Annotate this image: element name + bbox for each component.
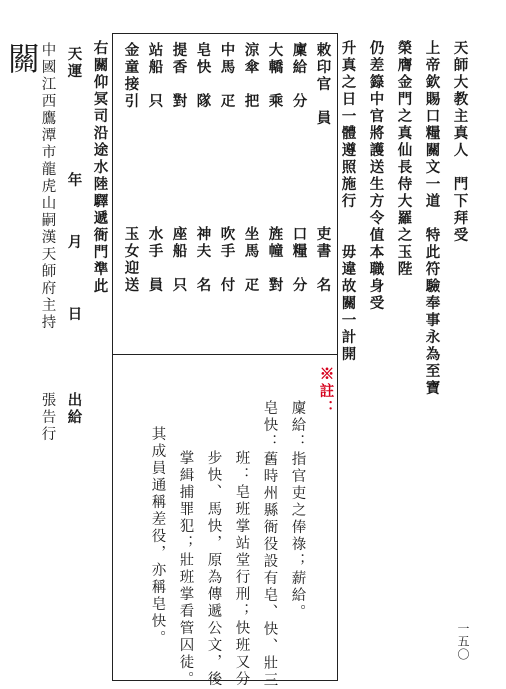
list-item: 中馬 疋 [218, 42, 236, 110]
header-line-5: 升真之日一體遵照施行 毋違故關一計開 [339, 40, 357, 363]
list-item: 口糧 分 [290, 226, 308, 294]
note-line: 皂快：舊時州縣衙役設有皂、快、壯三 [261, 400, 278, 689]
guan-character: 關 [3, 42, 41, 74]
note-line: 其成員通稱差役，亦稱皂快。 [149, 426, 166, 647]
month-label: 月 [65, 234, 83, 251]
list-item: 座船 只 [170, 226, 188, 294]
list-item: 廩給 分 [290, 42, 308, 110]
list-item: 吹手 付 [218, 226, 236, 294]
header-line-1: 天師大教主真人 門下拜受 [451, 40, 469, 244]
list-item: 神夫 名 [194, 226, 212, 294]
tianyun-label: 天運 [65, 46, 83, 80]
box-divider [112, 354, 338, 355]
year-label: 年 [65, 172, 83, 189]
header-line-4: 仍差籙中官將護送生方令值本職身受 [367, 40, 385, 312]
note-line: 掌緝捕罪犯；壯班掌看管囚徒。 [177, 450, 194, 688]
header-line-2: 上帝欽賜口糧關文一道 特此符驗奉事永為至寶 [423, 40, 441, 397]
list-item: 涼傘 把 [242, 42, 260, 110]
note-line: 班：皂班掌站堂行刑；快班又分 [233, 450, 250, 688]
list-item: 玉女迎送 [122, 226, 140, 294]
list-item: 大轎 乘 [266, 42, 284, 110]
note-line: 步快、馬快，原為傳遞公文，後 [205, 450, 222, 688]
list-item: 皂快 隊 [194, 42, 212, 110]
list-item: 敕印官 員 [314, 42, 332, 127]
list-item: 坐馬 疋 [242, 226, 260, 294]
issuer-name: 張告行 [39, 392, 56, 443]
note-line: 廩給：指官吏之俸祿；薪給。 [289, 400, 306, 621]
list-item: 旌幢 對 [266, 226, 284, 294]
day-label: 日 [65, 306, 83, 323]
page-number: 一五〇 [456, 622, 470, 661]
issued-label: 出給 [65, 392, 83, 426]
header-line-3: 榮膺金門之真仙長侍大羅之玉陛 [395, 40, 413, 278]
list-item: 吏書 名 [314, 226, 332, 294]
list-item: 提香 對 [170, 42, 188, 110]
note-marker: ※註： [317, 366, 335, 417]
list-item: 金童接引 [122, 42, 140, 110]
list-item: 站船 只 [146, 42, 164, 110]
issuer-line: 中國江西鷹潭市龍虎山嗣漢天師府主持 [39, 42, 56, 331]
list-item: 水手 員 [146, 226, 164, 294]
route-line: 右關仰冥司沿途水陸驛遞衙門準此 [91, 40, 109, 295]
